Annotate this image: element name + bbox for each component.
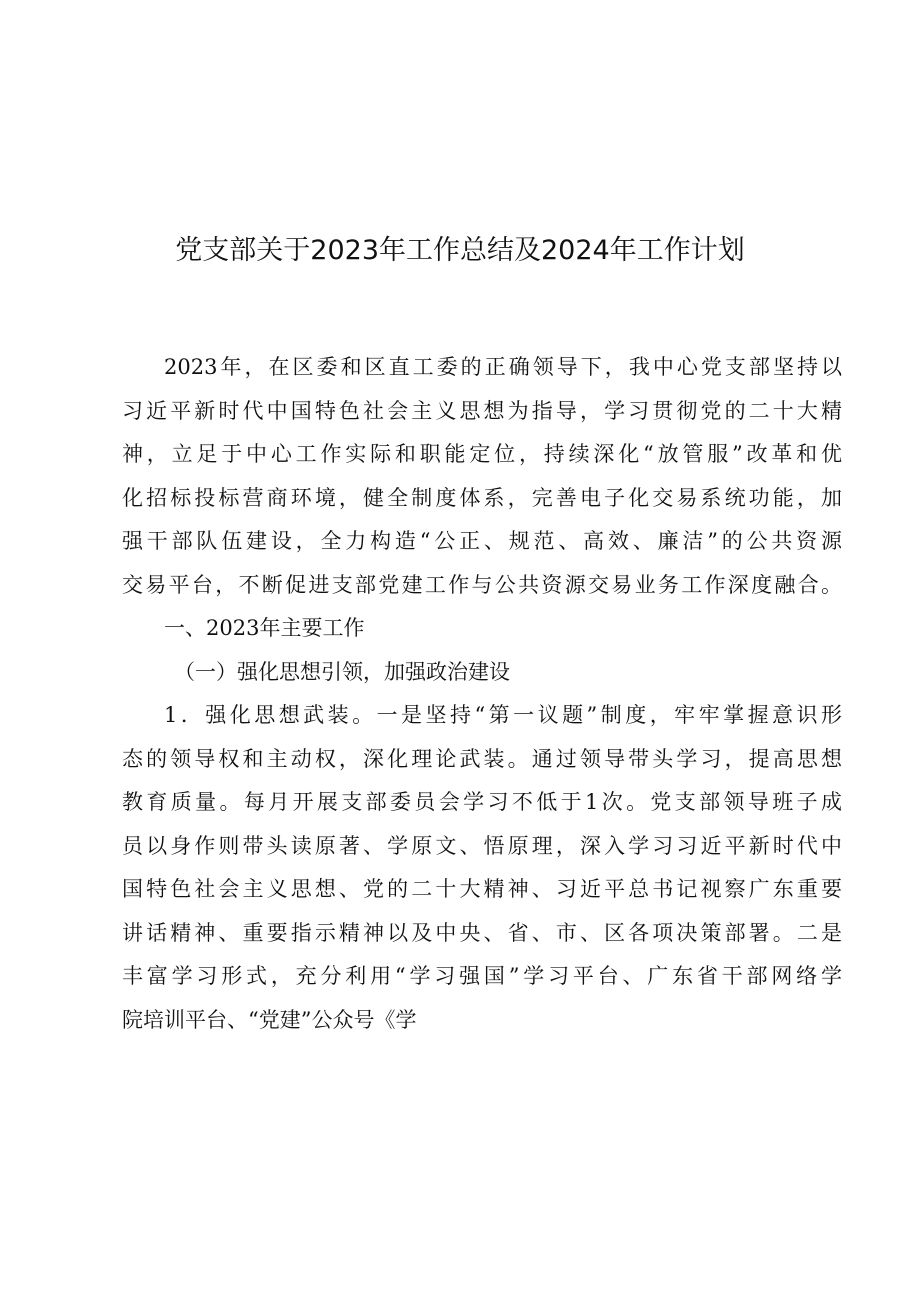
paragraph-line: 院培训平台、“党建”公众号《学	[122, 1007, 417, 1032]
subsection-heading: （一）强化思想引领，加强政治建设	[174, 659, 510, 684]
paragraph-line: 化招标投标营商环境，健全制度体系，完善电子化交易系统功能，加	[122, 485, 842, 510]
paragraph-line: 国特色社会主义思想、党的二十大精神、习近平总书记视察广东重要	[122, 877, 842, 901]
paragraph-line: 讲话精神、重要指示精神以及中央、省、市、区各项决策部署。二是	[122, 920, 842, 945]
document-body	[122, 346, 842, 1042]
paragraph-line: 态的领导权和主动权，深化理论武装。通过领导带头学习，提高思想	[122, 746, 842, 771]
section-heading: 一、2023年主要工作	[164, 616, 365, 640]
paragraph-line: 教育质量。每月开展支部委员会学习不低于1次。党支部领导班子成	[122, 790, 842, 814]
paragraph-line: 员以身作则带头读原著、学原文、悟原理，深入学习习近平新时代中	[122, 833, 842, 858]
paragraph-line: 神，立足于中心工作实际和职能定位，持续深化“放管服”改革和优	[122, 442, 842, 466]
paragraph-line: 1．强化思想武装。一是坚持“第一议题”制度，牢牢掌握意识形	[164, 703, 842, 727]
paragraph-line: 2023年，在区委和区直工委的正确领导下，我中心党支部坚持以	[164, 355, 842, 379]
paragraph-line: 丰富学习形式，充分利用“学习强国”学习平台、广东省干部网络学	[122, 964, 842, 988]
paragraph-line: 习近平新时代中国特色社会主义思想为指导，学习贯彻党的二十大精	[122, 398, 842, 423]
paragraph-line: 交易平台，不断促进支部党建工作与公共资源交易业务工作深度融合。	[122, 572, 842, 597]
paragraph-line: 强干部队伍建设，全力构造“公正、规范、高效、廉洁”的公共资源	[122, 529, 842, 553]
document-title: 党支部关于2023年工作总结及2024年工作计划	[175, 235, 745, 266]
